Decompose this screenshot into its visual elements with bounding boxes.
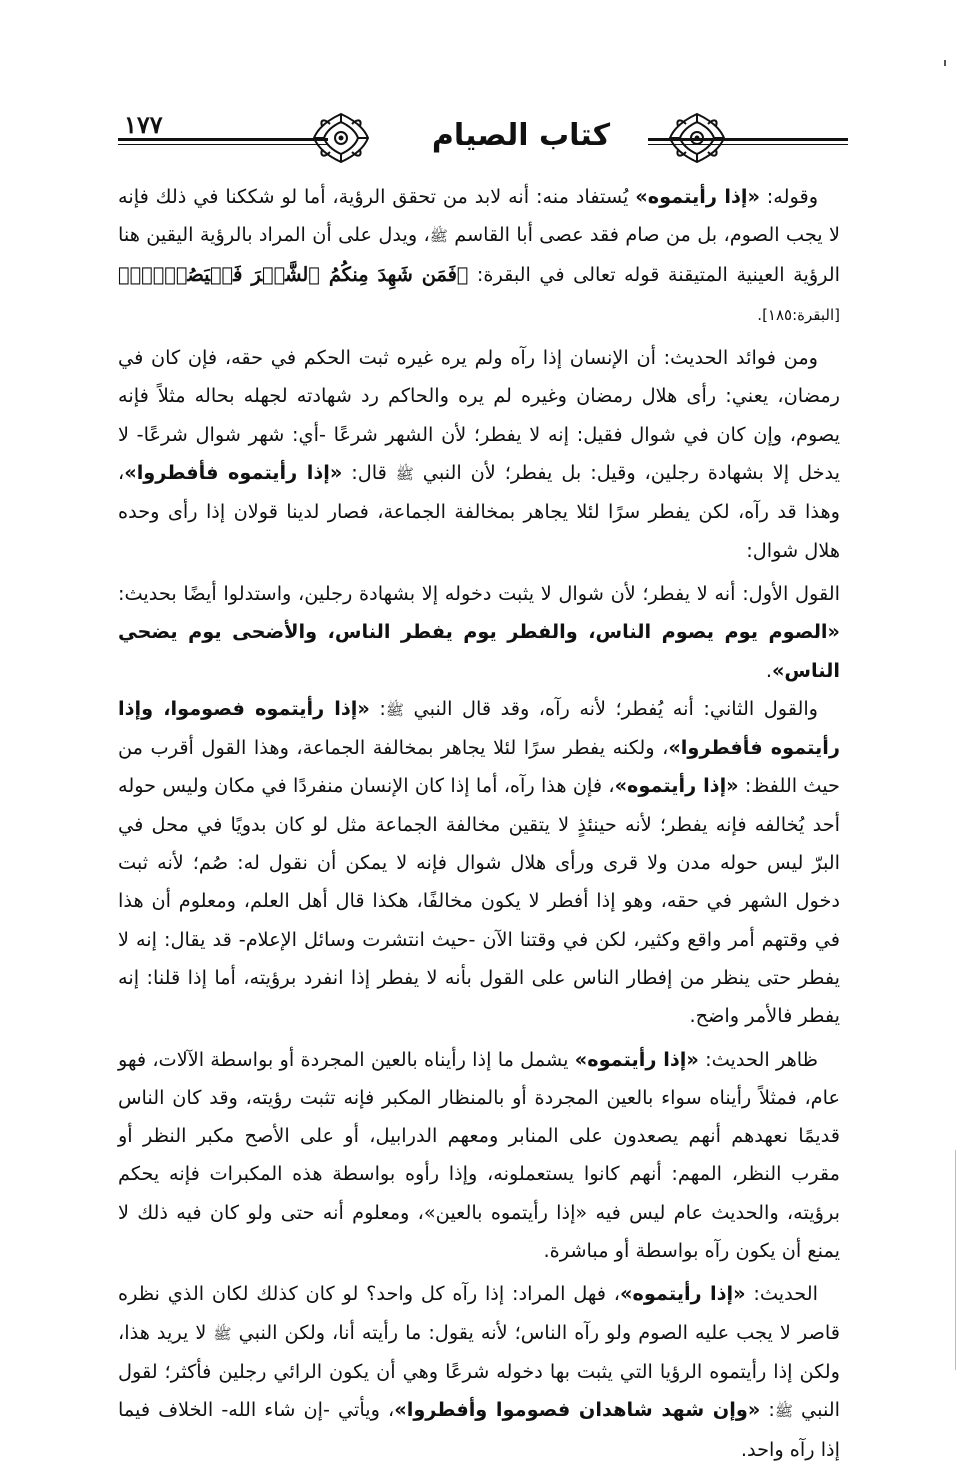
hadith-quote: «الصوم يوم يصوم الناس، والفطر يوم يفطر الناس، والأضحى يوم يضحي الناس»: [118, 620, 840, 682]
text-run: يُستفاد منه: أنه لابد من تحقق الرؤية، أما لو شككنا في ذلك فإنه لا يجب الصوم، بل من صام فقد عصى أبا القاسم: [118, 185, 840, 247]
paragraph: [118, 339, 840, 570]
salutation-glyph: ﷺ: [395, 465, 414, 484]
text-run: :: [760, 1398, 775, 1422]
page-body: [118, 178, 840, 1469]
paragraph: [118, 178, 840, 334]
book-title: كتاب الصيام: [431, 118, 611, 153]
text-run: ، ويدل على أن المراد بالرؤية اليقين هنا الرؤية العينية المتيقنة قوله تعالى في البقرة:: [118, 223, 841, 286]
text-run: الحديث:: [745, 1282, 818, 1306]
text-run: ظاهر الحديث:: [698, 1047, 818, 1071]
floral-ornament-icon: [666, 110, 728, 166]
text-run: «إذا رأيتموه بالعين»: [423, 1200, 588, 1224]
header-rule: [118, 138, 328, 141]
hadith-quote: «إذا رأيتموه فأفطروا»: [124, 461, 343, 485]
page-header: [118, 108, 848, 168]
paragraph: [118, 575, 840, 690]
text-run: ، ويأتي -إن شاء الله- الخلاف فيما إذا رآه واحد.: [118, 1398, 840, 1461]
text-run: قال:: [342, 461, 396, 485]
floral-ornament-icon: [310, 110, 372, 166]
hadith-quote: «إذا رأيتموه»: [635, 185, 760, 208]
salutation-glyph: ﷺ: [429, 227, 448, 246]
hadith-quote: «إذا رأيتموه»: [574, 1047, 699, 1071]
scan-edge-line: [955, 1150, 956, 1370]
text-run: :: [369, 696, 386, 720]
text-run: ، وهذا قد رآه، لكن يفطر سرًا لئلا يجاهر بمخالفة الجماعة، فصار لدينا قولان إذا رأى وحده هلال شوال:: [118, 461, 840, 562]
salutation-glyph: ﷺ: [774, 1402, 793, 1421]
salutation-glyph: ﷺ: [213, 1324, 232, 1343]
text-run: يشمل ما إذا رأيناه بالعين المجردة أو بواسطة الآلات، فهو عام، فمثلاً رأيناه سواء بالعين المجردة أو بالمنظار المكبر فإنه تثبت رؤيته، وقد كان الناس قديمًا نعهدهم أنهم يصعدون على المنابر ومعهم الدرابيل، أو على الأصح مكبر النظر أو مقرب النظر، المهم: أنهم كانوا يستعملونه، وإذا رأوه بواسطة هذه المكبرات فإنه يحكم برؤيته، والحديث عام ليس فيه: [118, 1047, 840, 1224]
page-number: ١٧٧: [124, 110, 163, 139]
text-run: ومن فوائد الحديث: أن الإنسان إذا رآه ولم يره غيره ثبت الحكم في حقه، فإن كان في رمضان، يعني: رأى هلال رمضان وغيره لم يره والحاكم رد شهادته لجهله بحاله مثلاً فإنه يصوم، وإن كان في شوال فقيل: إنه لا يفطر؛ لأن الشهر شرعًا -أي: شهر شوال شرعًا- لا يدخل إلا بشهادة رجلين، وقيل: بل يفطر؛ لأن النبي: [118, 346, 840, 485]
text-run: ، ومعلوم أنه حتى ولو كان فيه ذلك لا يمنع أن يكون رآه بواسطة أو مباشرة.: [118, 1200, 840, 1263]
header-rule: [118, 144, 328, 145]
hadith-quote: «إذا رأيتموه»: [614, 774, 739, 798]
paragraph: [118, 1275, 840, 1468]
verse-reference: [البقرة:١٨٥].: [757, 305, 840, 324]
text-run: لا يريد هذا، ولكن إذا رأيتموه الرؤيا التي يثبت بها دخوله شرعًا وهي أن يكون الرائي رجلين فأكثر؛ لقول النبي: [118, 1320, 840, 1422]
text-run: وقوله:: [759, 185, 818, 208]
paragraph: [118, 1041, 840, 1271]
scan-speck: [944, 60, 946, 66]
hadith-quote: «إذا رأيتموه فصوموا، وإذا رأيتموه فأفطروا»: [118, 696, 840, 760]
paragraph: [118, 690, 840, 1036]
hadith-quote: «وإن شهد شاهدان فصوموا وأفطروا»: [394, 1398, 761, 1422]
text-run: ، ولكنه يفطر سرًا لئلا يجاهر بمخالفة الجماعة، وهذا القول أقرب من حيث اللفظ:: [118, 736, 840, 798]
hadith-quote: «إذا رأيتموه»: [619, 1282, 746, 1306]
text-run: ، فإن هذا رآه، أما إذا كان الإنسان منفردًا في مكان وليس حوله أحد يُخالفه فإنه يفطر؛ لأنه حينئذٍ لا يتقين مخالفة الجماعة مثل لو كان بدويًا في محل في البرّ ليس حوله مدن ولا قرى ورأى هلال شوال فإنه لا يمكن أن نقول له: صُم؛ لأنه ثبت دخول الشهر في حقه، وهو إذا أفطر لا يكون مخالفًا، هكذا قال أهل العلم، ومعلوم أن هذا في وقتهم أمر واقع وكثير، لكن في وقتنا الآن -حيث انتشرت وسائل الإعلام- قد يقال: إنه لا يفطر حتى ينظر من إفطار الناس على القول بأنه لا يفطر إذا انفرد برؤيته، أما إذا قلنا: إنه يفطر فالأمر واضح.: [118, 774, 840, 1028]
text-run: ، فهل المراد: إذا رآه كل واحد؟ لو كان كذلك لكان الذي نظره قاصر لا يجب عليه الصوم ولو رآه الناس؛ لأنه يقول: ما رأيته أنا، ولكن النبي: [118, 1282, 840, 1344]
salutation-glyph: ﷺ: [385, 700, 405, 719]
text-run: .: [765, 658, 772, 682]
text-run: والقول الثاني: أنه يُفطر؛ لأنه رآه، وقد قال النبي: [404, 696, 818, 720]
quran-verse: ﴿فَمَن شَهِدَ مِنكُمُ ٱلشَّهۡرَ فَلۡيَصُمۡهُۖ﴾: [118, 262, 469, 286]
text-run: القول الأول: أنه لا يفطر؛ لأن شوال لا يثبت دخوله إلا بشهادة رجلين، واستدلوا أيضًا بحديث:: [118, 581, 840, 605]
